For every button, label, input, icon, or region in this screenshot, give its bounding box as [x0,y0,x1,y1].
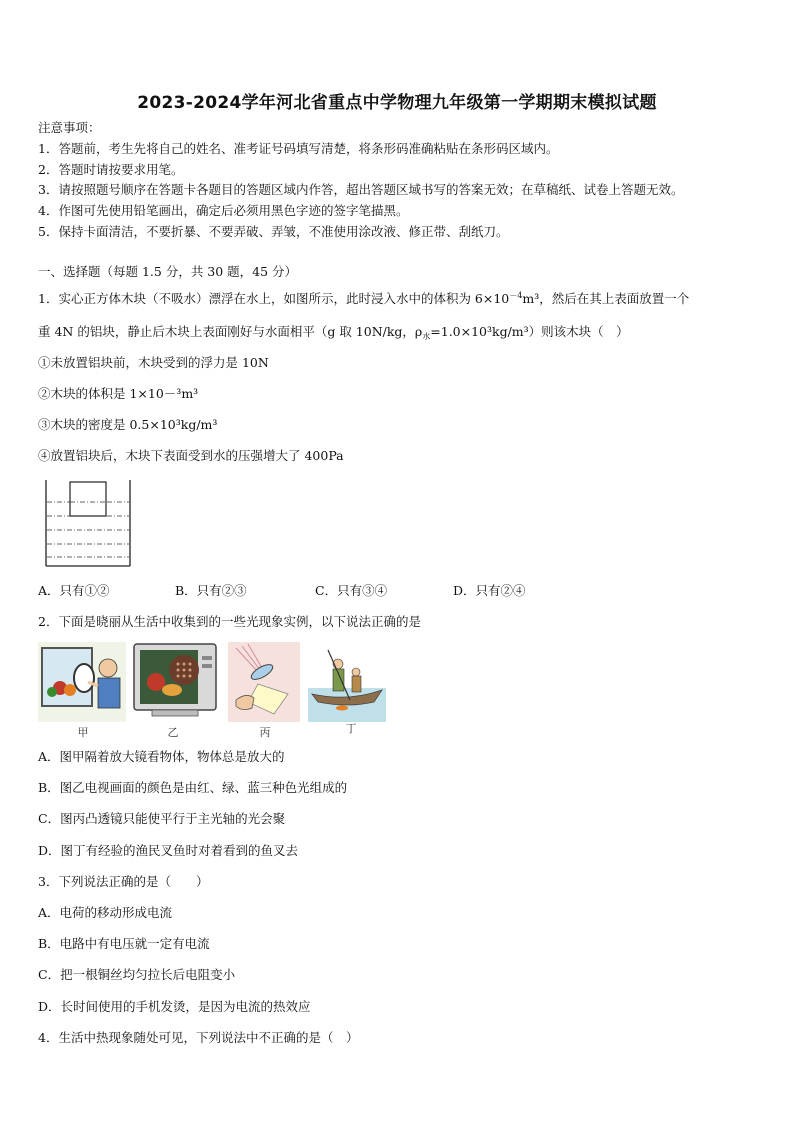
q2-figures [38,642,398,740]
figure-label-ding: 丁 [345,722,357,735]
q2-option-c[interactable]: C．图丙凸透镜只能使平行于主光轴的光会聚 [38,811,286,826]
q1-subscript: 水 [422,332,431,341]
q1-text: 1．实心正方体木块（不吸水）漂浮在水上，如图所示，此时浸入水中的体积为 6×10 [38,291,510,306]
question-2-stem: 2．下面是晓丽从生活中收集到的一些光现象实例，以下说法正确的是 [38,614,421,629]
q1-exponent: －4 [509,291,523,300]
beaker-figure-icon [44,478,134,570]
q1-option-d[interactable]: D．只有②④ [453,583,526,598]
q1-statement: ④放置铝块后，木块下表面受到水的压强增大了 400Pa [38,448,344,463]
q3-option-a[interactable]: A．电荷的移动形成电流 [38,905,173,920]
figure-label-jia: 甲 [77,726,89,739]
q1-text: =1.0×10³kg/m³）则该木块（ ） [430,324,629,339]
q2-option-d[interactable]: D．图丁有经验的渔民叉鱼时对着看到的鱼叉去 [38,843,299,858]
q3-option-b[interactable]: B．电路中有电压就一定有电流 [38,936,210,951]
q1-option-b[interactable]: B．只有②③ [175,583,247,598]
q1-option-a[interactable]: A．只有①② [38,583,110,598]
section-heading: 一、选择题（每题 1.5 分，共 30 题，45 分） [38,264,298,279]
q3-option-c[interactable]: C．把一根铜丝均匀拉长后电阻变小 [38,967,236,982]
convex-lens-icon [228,642,300,722]
q3-option-d[interactable]: D．长时间使用的手机发烫，是因为电流的热效应 [38,999,311,1014]
q1-statement: ①未放置铝块前，木块受到的浮力是 10N [38,355,269,370]
notice-item: 3．请按照题号顺序在答题卡各题目的答题区域内作答，超出答题区域书写的答案无效；在草稿纸、试卷上答题无效。 [38,182,684,197]
q1-text: 重 4N 的铝块，静止后木块上表面刚好与水面相平（g 取 10N/kg，ρ [38,324,423,339]
notice-item: 5．保持卡面清洁，不要折暴、不要弄破、弄皱，不准使用涂改液、修正带、刮纸刀。 [38,224,509,239]
magnifier-window-icon [38,642,126,722]
q1-option-c[interactable]: C．只有③④ [315,583,388,598]
question-1-stem-line-2 [38,324,629,340]
page-title: 2023-2024学年河北省重点中学物理九年级第一学期期末模拟试题 [137,93,657,113]
fisherman-boat-icon [308,642,386,722]
figure-label-yi: 乙 [167,726,179,739]
notice-item: 4．作图可先使用铅笔画出，确定后必须用黑色字迹的签字笔描黑。 [38,203,409,218]
q2-option-b[interactable]: B．图乙电视画面的颜色是由红、绿、蓝三种色光组成的 [38,780,348,795]
q2-option-a[interactable]: A．图甲隔着放大镜看物体，物体总是放大的 [38,749,285,764]
notice-item: 2．答题时请按要求用笔。 [38,162,184,177]
q1-statement: ③木块的密度是 0.5×10³kg/m³ [38,417,218,432]
tv-screen-icon [132,642,218,722]
figure-label-bing: 丙 [259,726,271,739]
q1-options [38,583,526,599]
notice-heading: 注意事项： [38,120,101,135]
q1-statement: ②木块的体积是 1×10－³m³ [38,386,199,401]
q1-text: m³，然后在其上表面放置一个 [522,291,690,306]
notice-item: 1．答题前，考生先将自己的姓名、准考证号码填写清楚，将条形码准确粘贴在条形码区域内。 [38,141,559,156]
question-1-stem-line-1 [38,291,689,307]
question-3-stem: 3．下列说法正确的是（ ） [38,874,209,889]
question-4-stem: 4．生活中热现象随处可见，下列说法中不正确的是（ ） [38,1030,359,1045]
